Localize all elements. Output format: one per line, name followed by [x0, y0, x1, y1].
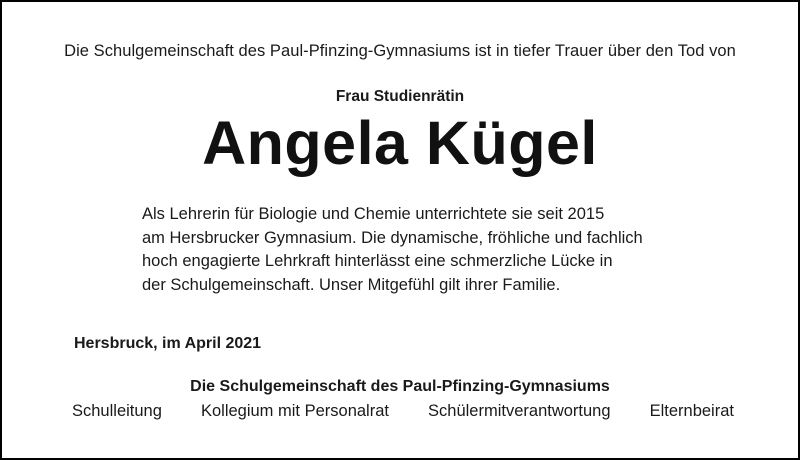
- signatories: [72, 402, 734, 421]
- body-line: am Hersbrucker Gymnasium. Die dynamische, fröhliche und fachlich: [142, 228, 643, 247]
- place-date: Hersbruck, im April 2021: [74, 335, 262, 352]
- body-line: Als Lehrerin für Biologie und Chemie unterrichtete sie seit 2015: [142, 205, 605, 223]
- body-line: der Schulgemeinschaft. Unser Mitgefühl gilt ihrer Familie.: [142, 275, 561, 294]
- signatory-student-council: Schülermitverantwortung: [428, 402, 611, 420]
- body-line: hoch engagierte Lehrkraft hinterlässt eine schmerzliche Lücke in: [142, 252, 613, 270]
- body-text: [142, 203, 682, 297]
- signatory-parents-council: Elternbeirat: [649, 402, 734, 420]
- deceased-name: Angela Kügel: [202, 109, 598, 177]
- honorific-title: Frau Studienrätin: [335, 88, 465, 105]
- signatory-school-management: Schulleitung: [72, 402, 162, 420]
- signature-organization: Die Schulgemeinschaft des Paul-Pfinzing-Gymnasiums: [190, 378, 610, 395]
- intro-text: Die Schulgemeinschaft des Paul-Pfinzing-Gymnasiums ist in tiefer Trauer über den Tod von: [64, 42, 736, 60]
- signatory-staff: Kollegium mit Personalrat: [200, 402, 389, 420]
